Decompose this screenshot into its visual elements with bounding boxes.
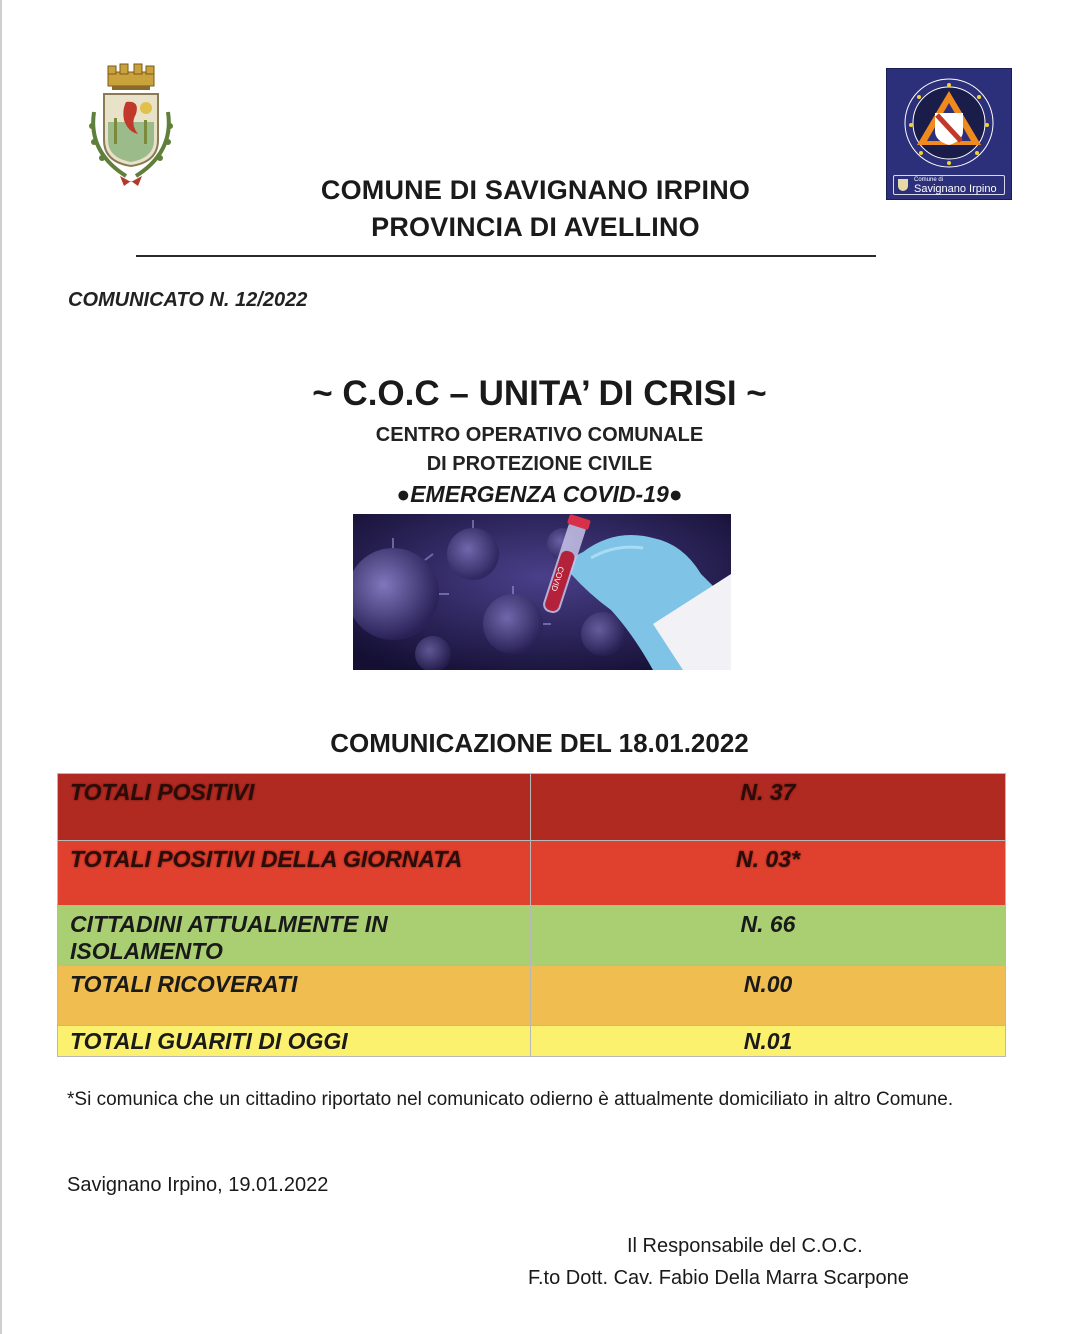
- header-divider: [136, 255, 876, 257]
- covid-data-table: [57, 773, 1006, 1057]
- row-value: N.00: [531, 966, 1006, 1026]
- subtitle-line-2: DI PROTEZIONE CIVILE: [426, 453, 653, 475]
- row-label: CITTADINI ATTUALMENTE IN ISOLAMENTO: [58, 906, 531, 966]
- coat-of-arms-logo: [80, 62, 180, 190]
- emergency-label: ●EMERGENZA COVID-19●: [396, 481, 683, 507]
- logo-caption-small: Comune di: [914, 177, 944, 183]
- signature-name: F.to Dott. Cav. Fabio Della Marra Scarpone: [528, 1267, 909, 1289]
- row-label: TOTALI POSITIVI DELLA GIORNATA: [58, 841, 531, 906]
- subtitle-line-1: CENTRO OPERATIVO COMUNALE: [375, 424, 704, 446]
- communication-title: COMUNICAZIONE DEL 18.01.2022: [330, 728, 749, 758]
- signature-role: Il Responsabile del C.O.C.: [627, 1235, 863, 1257]
- main-title: ~ C.O.C – UNITA’ DI CRISI ~: [312, 374, 767, 413]
- logo-caption-main: Savignano Irpino: [914, 183, 997, 195]
- table-row-ricoverati: [58, 966, 1006, 1026]
- place-and-date: Savignano Irpino, 19.01.2022: [67, 1174, 329, 1196]
- row-value: N.01: [531, 1026, 1006, 1057]
- row-label: TOTALI GUARITI DI OGGI: [58, 1026, 531, 1057]
- table-row-totali-positivi: [58, 774, 1006, 841]
- covid-illustration: [353, 514, 731, 670]
- header-provincia: PROVINCIA DI AVELLINO: [371, 212, 700, 242]
- header-comune: COMUNE DI SAVIGNANO IRPINO: [320, 175, 751, 205]
- table-row-isolamento: [58, 906, 1006, 966]
- table-row-guariti: [58, 1026, 1006, 1057]
- row-value: N. 03*: [531, 841, 1006, 906]
- row-value: N. 37: [531, 774, 1006, 841]
- row-value: N. 66: [531, 906, 1006, 966]
- tube-label: COVID: [549, 565, 566, 593]
- row-label: TOTALI POSITIVI: [58, 774, 531, 841]
- comunicato-number: COMUNICATO N. 12/2022: [68, 289, 308, 311]
- footnote: *Si comunica che un cittadino riportato nel comunicato odierno è attualmente domiciliato in altro Comune.: [67, 1089, 954, 1110]
- row-label: TOTALI RICOVERATI: [58, 966, 531, 1026]
- table-row-positivi-giornata: [58, 841, 1006, 906]
